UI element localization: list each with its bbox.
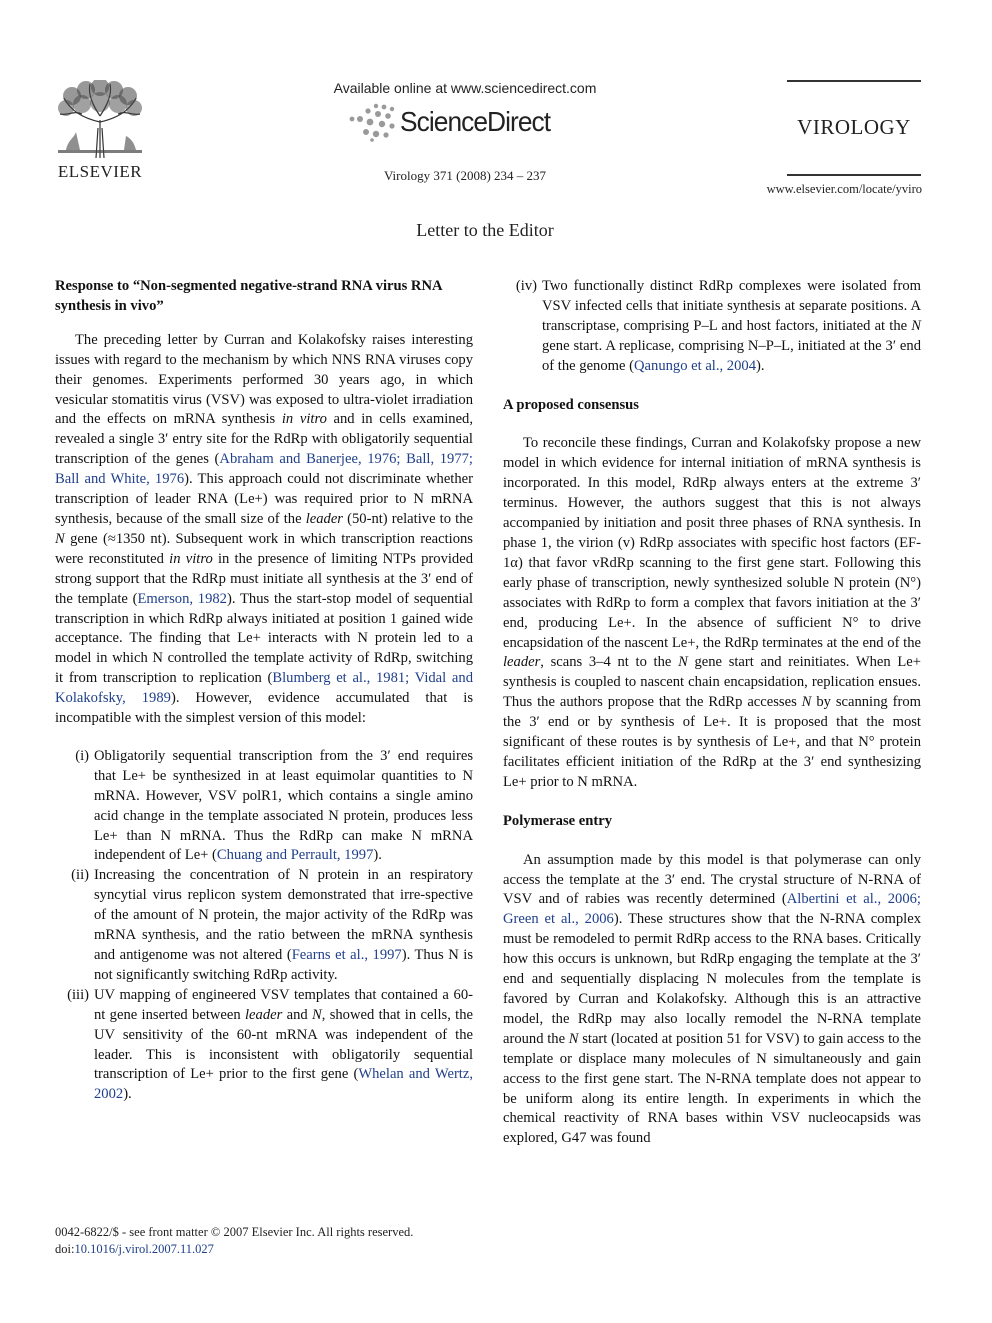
sciencedirect-wordmark: ScienceDirect — [400, 106, 551, 137]
section-heading: A proposed consensus — [503, 396, 639, 413]
consensus-paragraph: To reconcile these findings, Curran and Kolakofsky propose a new model in which evidence for internal initiation of mRNA synthesis is incorporated. In this model, RdRp always enters at the extreme 3′ terminus. However, the authors suggest that this is not always accompanied by initiation and posit three phases of RNA synthesis. In phase 1, the virion (v) RdRp associates with specific host factors (EF-1α) that favor vRdRp scanning to the first gene start. Following this early phase of transcription, newly synthesized soluble N protein (N°) associates with RdRp to form a complex that favors initiation at the 3′ end, producing Le+. In the absence of sufficient N° to drive encapsidation of the nascent Le+, the RdRp terminates at the end of the leader, scans 3–4 nt to the N gene start and reinitiates. When Le+ synthesis is coupled to nascent chain encapsidation, replication ensues. Thus the authors propose that the RdRp accesses N by scanning from the 3′ end or by synthesis of Le+. It is proposed that the most significant of these routes is by synthesis of Le+, and that N° protein facilitates efficient initiation of the RdRp at the 3′ end synthesizing Le+ prior to N mRNA. — [503, 435, 922, 790]
list-item: (iv) Two functionally distinct RdRp complexes were isolated from VSV infected cells that initiate synthesis at separate positions. A transcriptase, comprising P–L and host factors, initiated at the N gene start. A replicase, comprising N–P–L, initiated at the 3′ end of the genome (Qanungo et al., 2004). — [503, 277, 921, 377]
polymerase-paragraph: An assumption made by this model is that polymerase can only access the template at the 3′ end. The crystal structure of N-RNA of VSV and of rabies was recently determined (Albertini et al., 2006; Green et al., 2006). These structures show that the N-RNA complex must be remodeled to permit RdRp access to the RNA bases. Critically how this occurs is unknown, but RdRp engaging the template at the 3′ end and sequentially displacing N molecules from the template is favored by Curran and Kolakofsky. Although this is an attractive model, the RdRp may also locally remodel the N-RNA template around the N start (located at position 51 for VSV) to gain access to the template or displace many molecules of N simultaneously and gain access to the first gene start. The N-RNA template does not appear to be uniform along its entire length. In experiments in which the chemical reactivity of RNA bases within VSV nucleocapsids was explored, G47 was found — [503, 851, 922, 1147]
journal-rule-top — [787, 80, 921, 82]
list-label: (i) — [75, 747, 89, 764]
evidence-list-continued — [503, 277, 921, 377]
evidence-list — [55, 747, 473, 1105]
list-label: (iv) — [515, 278, 537, 294]
list-label: (iii) — [67, 986, 89, 1003]
publisher-name: ELSEVIER — [57, 162, 143, 181]
intro-paragraph: The preceding letter by Curran and Kolakofsky raises interesting issues with regard to the mechanism by which NNS RNA viruses copy their genomes. Experiments performed 30 years ago, in which vesicular stomatitis virus (VSV) was exposed to ultra-violet irradiation and the effects on mRNA synthesis in vitro and in cells examined, revealed a single 3′ entry site for the RdRp with obligatorily sequential transcription of the genes (Abraham and Banerjee, 1976; Ball, 1977; Ball and White, 1976). This approach could not discriminate whether transcription of leader RNA (Le+) was required prior to N mRNA synthesis, because of the small size of the leader (50-nt) relative to the N gene (≈1350 nt). Subsequent work in which transcription reactions were reconstituted in vitro in the presence of limiting NTPs provided strong support that the RdRp must initiate all synthesis at the 3′ end of the template (Emerson, 1982). Thus the start-stop model of sequential transcription in which RdRp always initiated at position 1 gained wide acceptance. The finding that Le+ interacts with N protein led to a model in which N controlled the template activity of RdRp, switching it from transcription to replication (Blumberg et al., 1981; Vidal and Kolakofsky, 1989). However, evidence accumulated that is incompatible with the simplest version of this model: — [55, 331, 474, 727]
journal-rule-bottom — [787, 174, 921, 176]
journal-url[interactable]: www.elsevier.com/locate/yviro — [766, 182, 922, 196]
list-label: (ii) — [71, 867, 89, 884]
right-column — [503, 277, 921, 1149]
citation-link[interactable]: Fearns et al., 1997 — [291, 947, 402, 963]
copyright-line: 0042-6822/$ - see front matter © 2007 Elsevier Inc. All rights reserved. — [55, 1225, 414, 1239]
elsevier-tree-icon — [52, 80, 148, 160]
section-type: Letter to the Editor — [416, 220, 554, 240]
list-item: (ii) Increasing the concentration of N protein in an respiratory syncytial virus replicon system demonstrated that irre-spective of the amount of N protein, the major activity of the RdRp was mRNA synthesis, and the ratio between the mRNA synthesis and antigenome was not altered (Fearns et al., 1997). Thus N is not significantly switching RdRp activity. — [55, 866, 473, 985]
list-item: (i) Obligatorily sequential transcription from the 3′ end requires that Le+ be synthesized in at least equimolar quantities to N mRNA. However, VSV polR1, which contains a single amino acid change in the template associated N protein, produces less Le+ than N mRNA. Thus the RdRp can make N mRNA independent of Le+ (Chuang and Perrault, 1997). — [55, 747, 473, 866]
citation-link[interactable]: Whelan and Wertz, 2002 — [94, 1066, 473, 1103]
available-online: Available online at www.sciencedirect.com — [333, 80, 597, 96]
citation-link[interactable]: Albertini et al., 2006; Green et al., 2006 — [503, 891, 921, 928]
article-title: Response to “Non-segmented negative-strand RNA virus RNA synthesis in vivo” — [55, 278, 442, 314]
left-column — [55, 277, 473, 1105]
citation-link[interactable]: Qanungo et al., 2004 — [634, 357, 756, 374]
list-item: (iii) UV mapping of engineered VSV templates that contained a 60-nt gene inserted between leader and N, showed that in cells, the UV sensitivity of the 60-nt mRNA was independent of the leader. This is inconsistent with obligatorily sequential transcription of Le+ prior to the first gene (Whelan and Wertz, 2002). — [55, 986, 473, 1105]
journal-citation: Virology 371 (2008) 234 – 237 — [383, 168, 547, 183]
journal-name: VIROLOGY — [797, 115, 911, 139]
footer — [55, 1224, 413, 1258]
sciencedirect-dots-icon — [346, 102, 402, 142]
citation-link[interactable]: Chuang and Perrault, 1997 — [216, 847, 374, 864]
doi-line: doi:10.1016/j.virol.2007.11.027 — [55, 1242, 214, 1256]
elsevier-logo — [50, 80, 150, 184]
doi-link[interactable]: 10.1016/j.virol.2007.11.027 — [74, 1242, 214, 1256]
section-heading: Polymerase entry — [503, 812, 613, 829]
citation-link[interactable]: Blumberg et al., 1981; Vidal and Kolakofsky, 1989 — [55, 670, 473, 707]
citation-link[interactable]: Abraham and Banerjee, 1976; Ball, 1977; Ball and White, 1976 — [55, 451, 473, 488]
sciencedirect-logo[interactable] — [346, 100, 586, 144]
citation-link[interactable]: Emerson, 1982 — [137, 590, 227, 607]
